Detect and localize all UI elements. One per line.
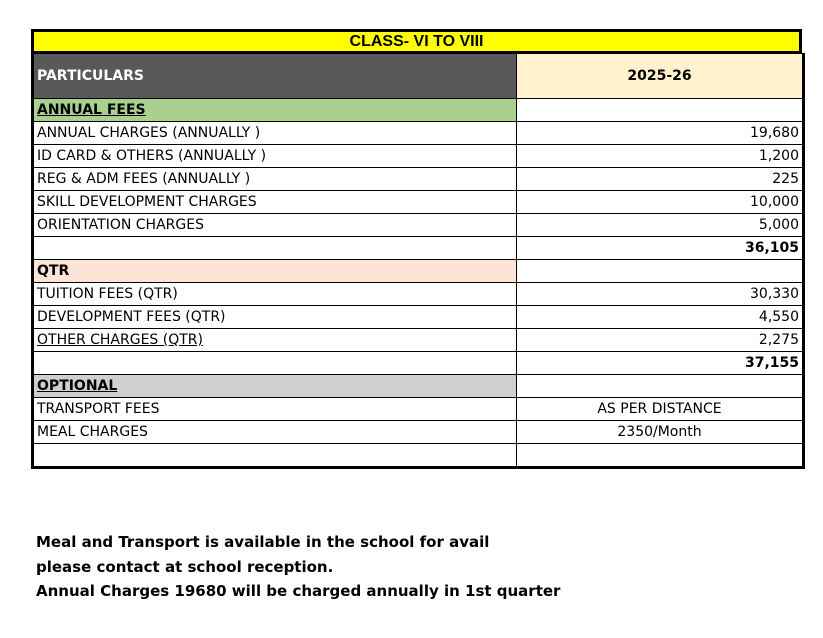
- fee-name: TRANSPORT FEES: [33, 398, 517, 421]
- blank-row: [33, 444, 804, 468]
- qtr-total-row: [33, 352, 804, 375]
- fee-name: TUITION FEES (QTR): [33, 283, 517, 306]
- fee-name: ANNUAL CHARGES (ANNUALLY ): [33, 122, 517, 145]
- fee-table: [31, 53, 805, 469]
- empty-cell: [517, 260, 804, 283]
- fee-name: ID CARD & OTHERS (ANNUALLY ): [33, 145, 517, 168]
- fee-value: 30,330: [517, 283, 804, 306]
- fee-name: ORIENTATION CHARGES: [33, 214, 517, 237]
- notes: [36, 530, 560, 604]
- empty-cell: [517, 99, 804, 122]
- table-row: [33, 145, 804, 168]
- section-row-optional: [33, 375, 804, 398]
- section-row-qtr: [33, 260, 804, 283]
- table-row: [33, 168, 804, 191]
- table-row: [33, 398, 804, 421]
- optional-label: OPTIONAL: [33, 375, 517, 398]
- class-title: CLASS- VI TO VIII: [31, 29, 802, 53]
- annual-fees-label: ANNUAL FEES: [33, 99, 517, 122]
- fee-value: 4,550: [517, 306, 804, 329]
- fee-name: DEVELOPMENT FEES (QTR): [33, 306, 517, 329]
- fee-value: 5,000: [517, 214, 804, 237]
- table-row: [33, 122, 804, 145]
- annual-total-row: [33, 237, 804, 260]
- fee-value: 1,200: [517, 145, 804, 168]
- annual-total: 36,105: [517, 237, 804, 260]
- qtr-label: QTR: [33, 260, 517, 283]
- fee-name: OTHER CHARGES (QTR): [33, 329, 517, 352]
- table-row: [33, 214, 804, 237]
- fee-value: 225: [517, 168, 804, 191]
- fee-value: 2350/Month: [517, 421, 804, 444]
- empty-cell: [33, 237, 517, 260]
- empty-cell: [33, 352, 517, 375]
- fee-value: 10,000: [517, 191, 804, 214]
- table-row: [33, 421, 804, 444]
- header-row: [33, 54, 804, 99]
- particulars-header: PARTICULARS: [33, 54, 517, 99]
- fee-name: MEAL CHARGES: [33, 421, 517, 444]
- qtr-total: 37,155: [517, 352, 804, 375]
- note-line: Meal and Transport is available in the school for avail: [36, 533, 490, 551]
- table-row: [33, 306, 804, 329]
- note-line: Annual Charges 19680 will be charged annually in 1st quarter: [36, 582, 561, 600]
- fee-name: SKILL DEVELOPMENT CHARGES: [33, 191, 517, 214]
- table-row: [33, 283, 804, 306]
- section-row-annual: [33, 99, 804, 122]
- fee-value: AS PER DISTANCE: [517, 398, 804, 421]
- table-row: [33, 329, 804, 352]
- year-header: 2025-26: [517, 54, 804, 99]
- note-line: please contact at school reception.: [36, 557, 334, 576]
- fee-value: 2,275: [517, 329, 804, 352]
- fee-value: 19,680: [517, 122, 804, 145]
- empty-cell: [517, 444, 804, 468]
- empty-cell: [33, 444, 517, 468]
- fee-sheet: [31, 29, 802, 469]
- empty-cell: [517, 375, 804, 398]
- table-row: [33, 191, 804, 214]
- fee-name: REG & ADM FEES (ANNUALLY ): [33, 168, 517, 191]
